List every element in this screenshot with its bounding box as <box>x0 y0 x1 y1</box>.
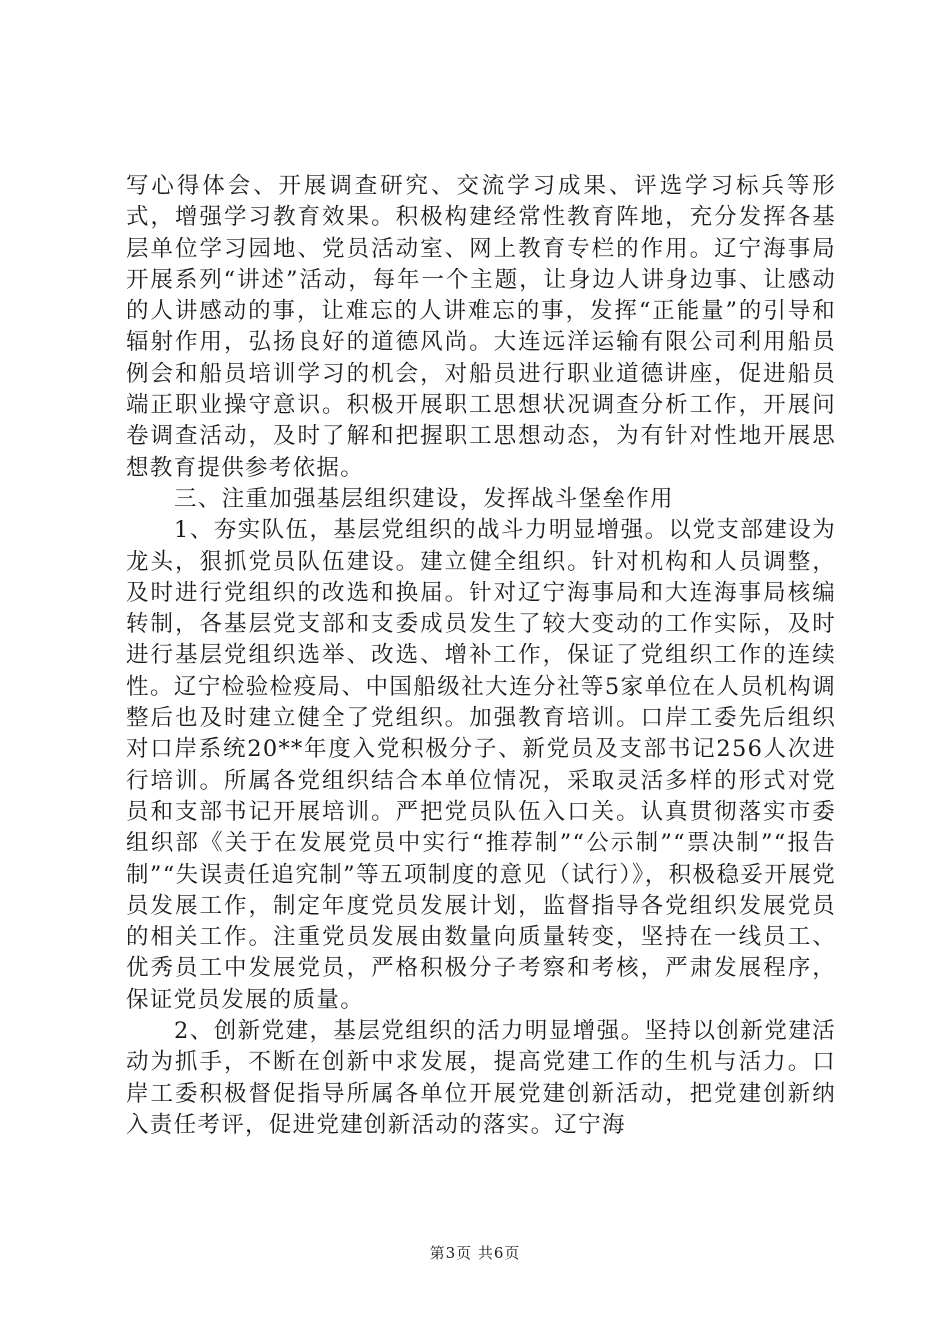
paragraph-item-2: 2、创新党建，基层党组织的活力明显增强。坚持以创新党建活动为抓手，不断在创新中求发展，提高党建工作的生机与活力。口岸工委积极督促指导所属各单位开展党建创新活动，把党建创新纳入责任考评，促进党建创新活动的落实。辽宁海 <box>126 1018 836 1138</box>
page-number-footer: 第3页 共6页 <box>429 1244 521 1262</box>
body-text <box>126 171 836 1141</box>
paragraph-continuation: 写心得体会、开展调查研究、交流学习成果、评选学习标兵等形式，增强学习教育效果。积极构建经常性教育阵地，充分发挥各基层单位学习园地、党员活动室、网上教育专栏的作用。辽宁海事局开展系列“讲述”活动，每年一个主题，让身边人讲身边事、让感动的人讲感动的事，让难忘的人讲难忘的事，发挥“正能量”的引导和辐射作用，弘扬良好的道德风尚。大连远洋运输有限公司利用船员例会和船员培训学习的机会，对船员进行职业道德讲座，促进船员端正职业操守意识。积极开展职工思想状况调查分析工作，开展问卷调查活动，及时了解和把握职工思想动态，为有针对性地开展思想教育提供参考依据。 <box>126 173 836 481</box>
paragraph-item-1: 1、夯实队伍，基层党组织的战斗力明显增强。以党支部建设为龙头，狠抓党员队伍建设。建立健全组织。针对机构和人员调整，及时进行党组织的改选和换届。针对辽宁海事局和大连海事局核编转制，各基层党支部和支委成员发生了较大变动的工作实际，及时进行基层党组织选举、改选、增补工作，保证了党组织工作的连续性。辽宁检验检疫局、中国船级社大连分社等5家单位在人员机构调整后也及时建立健全了党组织。加强教育培训。口岸工委先后组织对口岸系统20**年度入党积极分子、新党员及支部书记256人次进行培训。所属各党组织结合本单位情况，采取灵活多样的形式对党员和支部书记开展培训。严把党员队伍入口关。认真贯彻落实市委组织部《关于在发展党员中实行“推荐制”“公示制”“票决制”“报告制”“失误责任追究制”等五项制度的意见（试行）》，积极稳妥开展党员发展工作，制定年度党员发展计划，监督指导各党组织发展党员的相关工作。注重党员发展由数量向质量转变，坚持在一线员工、优秀员工中发展党员，严格积极分子考察和考核，严肃发展程序，保证党员发展的质量。 <box>126 517 836 1013</box>
section-heading: 三、注重加强基层组织建设，发挥战斗堡垒作用 <box>174 485 674 512</box>
